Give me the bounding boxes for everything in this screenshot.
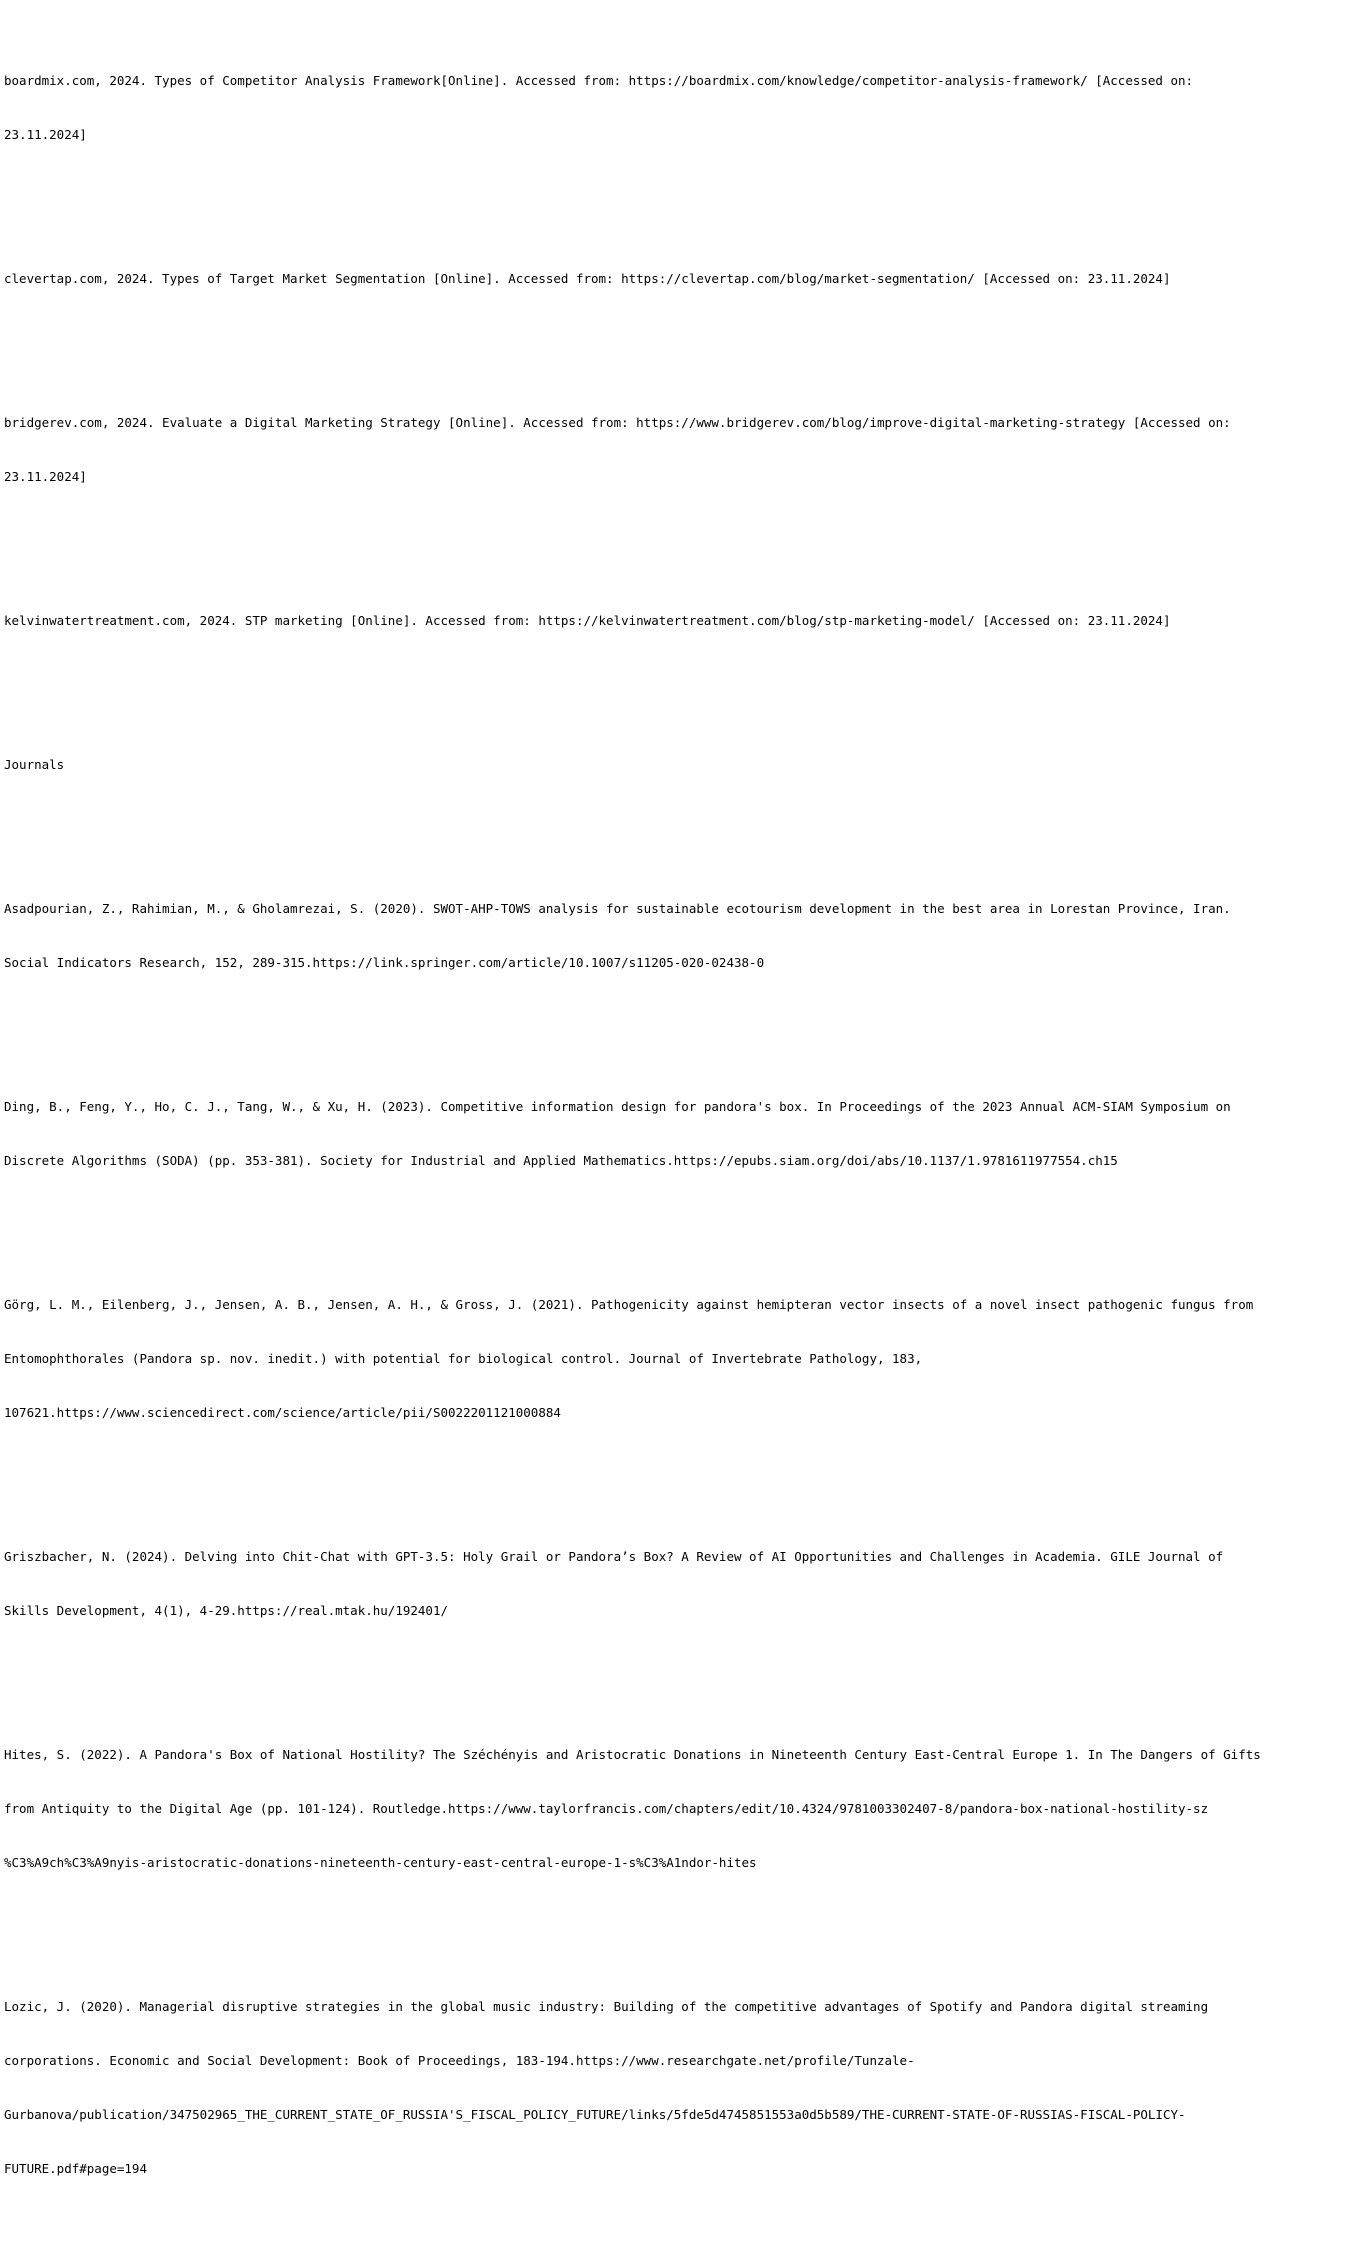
section-heading: Journals (4, 757, 65, 772)
text-line: Griszbacher, N. (2024). Delving into Chit-Chat with GPT-3.5: Holy Grail or Pandora’s Box? A Review of AI Opportunities and Challenges in Academia. GILE Journal of (4, 1549, 1224, 1564)
reference-clevertap (4, 234, 1340, 324)
text-line: corporations. Economic and Social Development: Book of Proceedings, 183-194.https://www.researchgate.net/profile/Tunzale- (4, 2053, 915, 2068)
text-line: clevertap.com, 2024. Types of Target Market Segmentation [Online]. Accessed from: https://clevertap.com/blog/market-segmentation/ [Accessed on: 23.11.2024] (4, 271, 1171, 286)
text-line: Ding, B., Feng, Y., Ho, C. J., Tang, W., & Xu, H. (2023). Competitive information design for pandora's box. In Proceedings of the 2023 Annual ACM-SIAM Symposium on (4, 1099, 1231, 1114)
reference-gorg (4, 1260, 1340, 1458)
reference-ding (4, 1062, 1340, 1206)
text-line: Gurbanova/publication/347502965_THE_CURRENT_STATE_OF_RUSSIA'S_FISCAL_POLICY_FUTURE/links/5fde5d4745851553a0d5b589/THE-CURRENT-STATE-OF-RUSSIAS-FISCAL-POLICY- (4, 2107, 1186, 2122)
text-line: Lozic, J. (2020). Managerial disruptive strategies in the global music industry: Building of the competitive advantages of Spotify and Pandora digital streaming (4, 1999, 1209, 2014)
text-line: Social Indicators Research, 152, 289-315.https://link.springer.com/article/10.1007/s11205-020-02438-0 (4, 955, 765, 970)
reference-kelvinwatertreatment (4, 576, 1340, 666)
text-line: from Antiquity to the Digital Age (pp. 101-124). Routledge.https://www.taylorfrancis.com/chapters/edit/10.4324/9781003302407-8/pandora-box-national-hostility-sz (4, 1801, 1209, 1816)
text-line: %C3%A9ch%C3%A9nyis-aristocratic-donations-nineteenth-century-east-central-europe-1-s%C3%A1ndor-hites (4, 1855, 757, 1870)
text-line: Discrete Algorithms (SODA) (pp. 353-381). Society for Industrial and Applied Mathematics.https://epubs.siam.org/doi/abs/10.1137/1.9781611977554.ch15 (4, 1153, 1118, 1168)
text-line: kelvinwatertreatment.com, 2024. STP marketing [Online]. Accessed from: https://kelvinwatertreatment.com/blog/stp-marketing-model/ [Accessed on: 23.11.2024] (4, 613, 1171, 628)
text-line: boardmix.com, 2024. Types of Competitor Analysis Framework[Online]. Accessed from: https://boardmix.com/knowledge/competitor-analysis-framework/ [Accessed on: (4, 73, 1194, 88)
reference-bridgerev (4, 378, 1340, 522)
text-line: 107621.https://www.sciencedirect.com/science/article/pii/S0022201121000884 (4, 1405, 561, 1420)
text-line: FUTURE.pdf#page=194 (4, 2161, 147, 2176)
text-line: 23.11.2024] (4, 469, 87, 484)
document-body (4, 0, 1340, 2250)
reference-hites (4, 1710, 1340, 1908)
text-line: bridgerev.com, 2024. Evaluate a Digital Marketing Strategy [Online]. Accessed from: https://www.bridgerev.com/blog/improve-digital-marketing-strategy [Accessed on: (4, 415, 1231, 430)
reference-asadpourian (4, 864, 1340, 1008)
reference-boardmix (4, 36, 1340, 180)
reference-lozic (4, 1962, 1340, 2214)
reference-griszbacher (4, 1512, 1340, 1656)
text-line: Entomophthorales (Pandora sp. nov. inedit.) with potential for biological control. Journal of Invertebrate Pathology, 183, (4, 1351, 923, 1366)
text-line: Asadpourian, Z., Rahimian, M., & Gholamrezai, S. (2020). SWOT-AHP-TOWS analysis for sustainable ecotourism development in the best area in Lorestan Province, Iran. (4, 901, 1231, 916)
text-line: 23.11.2024] (4, 127, 87, 142)
section-heading-journals (4, 720, 1340, 810)
text-line: Görg, L. M., Eilenberg, J., Jensen, A. B., Jensen, A. H., & Gross, J. (2021). Pathogenicity against hemipteran vector insects of a novel insect pathogenic fungus from (4, 1297, 1254, 1312)
text-line: Hites, S. (2022). A Pandora's Box of National Hostility? The Széchényis and Aristocratic Donations in Nineteenth Century East-Central Europe 1. In The Dangers of Gifts (4, 1747, 1261, 1762)
text-line: Skills Development, 4(1), 4-29.https://real.mtak.hu/192401/ (4, 1603, 449, 1618)
